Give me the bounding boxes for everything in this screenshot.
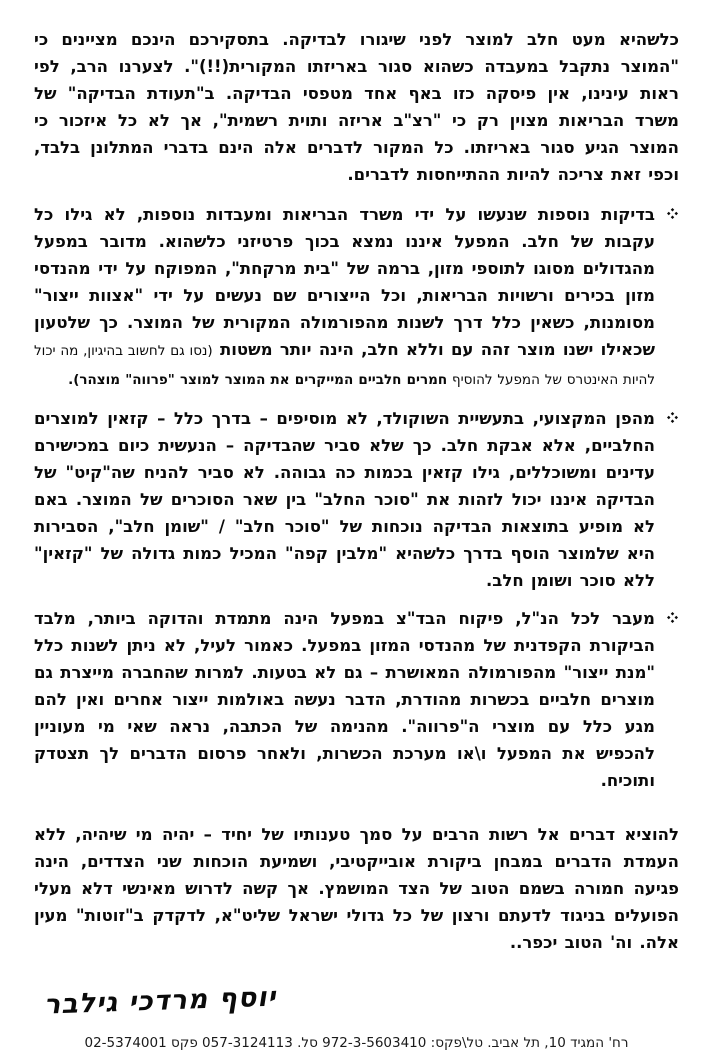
bullet-item — [34, 405, 679, 594]
bullet-main-text: בדיקות נוספות שנעשו על ידי משרד הבריאות ומעבדות נוספות, לא גילו כל עקבות של חלב. המפעל איננו נמצא בכוך פרטיזני כלשהוא. מדובר במפעל מהגדולים מסוגו לתוספי מזון, ברמה של "בית מרקחת", המפוקח על ידי מהנדסי מזון בכירים ורשויות הבריאות, וכל הייצורים שם נעשים על ידי "אצוות ייצור" מסומנות, כשאין כלל דרך לשנות מהפורמולה המקורית של המוצר. כך שלטעון שכאילו ישנו מוצר זהה עם וללא חלב, הינה יותר משטות — [34, 205, 655, 359]
opening-paragraph: כלשהיא מעט חלב למוצר לפני שיגורו לבדיקה. בתסקירכם הינכם מציינים כי "המוצר נתקבל במעבדה כשהוא סגור באריזתו המקורית(!!)". לצערנו הרב, לפי ראות עינינו, אין פיסקה כזו באף אחד מטפסי הבדיקה. ב"תעודת הבדיקה" של משרד הבריאות מצוין רק כי "רצ"ב אריזה ותוית רשמית", אך לא כל איזכור כי המוצר הגיע סגור באריזתו. כל המקור לדברים אלה הינם בדברי המתלונן בלבד, וכפי זאת צריכה להיות ההתייחסות לדברים. — [34, 30, 679, 184]
contact-footer: רח' המגיד 10, תל אביב. טל\פקס: 972-3-5603410 סל. 057-3124113 פקס 02-5374001 — [84, 1035, 629, 1051]
bullet-aside-light-text: (נסו גם לחשוב בהיגיון, מה יכול להיות האינטרס של המפעל להוסיף — [34, 343, 655, 388]
bullet-diamond-icon — [655, 605, 679, 794]
bullet-text — [34, 605, 655, 794]
bullet-item — [34, 605, 679, 794]
bullet-text — [34, 405, 655, 594]
bullet-text — [34, 201, 655, 394]
bullet-diamond-icon — [655, 405, 679, 594]
handwritten-signature: יוסף מרדכי גילבר — [43, 981, 277, 1021]
bullet-diamond-icon — [655, 201, 679, 394]
bullet-aside-bold-text: חמרים חלביים המייקרים את המוצר למוצר "פרווה" מוצהר). — [68, 372, 448, 388]
closing-paragraph: להוציא דברים אל רשות הרבים על סמך טענותיו של יחיד – יהיה מי שיהיה, ללא העמדת הדברים במבחן ביקורת אובייקטיבי, ושמיעת הוכחות שני הצדדים, הינה פגיעה חמורה בשמם הטוב של הצד המושמץ. אך קשה לדרוש מאינשי דלא מעלי הפועלים בניגוד לדעתם ורצון של כל גדולי ישראל שליט"א, לדקדק ב"זוטות" מעין אלה. וה' הטוב יכפר.. — [34, 825, 679, 952]
bullet-item — [34, 201, 679, 394]
bullet-main-text: מעבר לכל הנ"ל, פיקוח הבד"צ במפעל הינה מתמדת והדוקה ביותר, מלבד הביקורת הקפדנית של מהנדסי המזון במפעל. כאמור לעיל, לא ניתן לשנות כלל "מנת ייצור" מהפורמולה המאושרת – גם לא בטעות. למרות שהחברה מייצרת גם מוצרים חלביים בכשרות מהודרת, הדבר נעשה באולמות ייצור אחרים ואין להם מגע כלל עם מוצרי ה"פרווה". מהנימה של הכתבה, נראה שאי מי מעוניין להכפיש את המפעל ו\או מערכת הכשרות, ולאחר פרסום הדברים לך תצטדק ותוכיח. — [34, 609, 655, 790]
bullet-main-text: מהפן המקצועי, בתעשיית השוקולד, לא מוסיפים – בדרך כלל – קזאין למוצרים החלביים, אלא אבקת חלב. כך שלא סביר שהבדיקה – הנעשית כיום במכישירם עדינים ומשוכללים, גילו קזאין בכמות כה גבוהה. לא סביר להניח שה"קיט" של הבדיקה איננו יכול לזהות את "סוכר החלב" בין שאר הסוכרים של המוצר. באם לא מופיע בתוצאות הבדיקה נוכחות של "סוכר חלב" / "שומן חלב", הסבירות היא שלמוצר הוסף בדרך כלשהיא "מלבין קפה" המכיל כמות גדולה של "קזאין" ללא סוכר ושומן חלב. — [34, 409, 655, 590]
